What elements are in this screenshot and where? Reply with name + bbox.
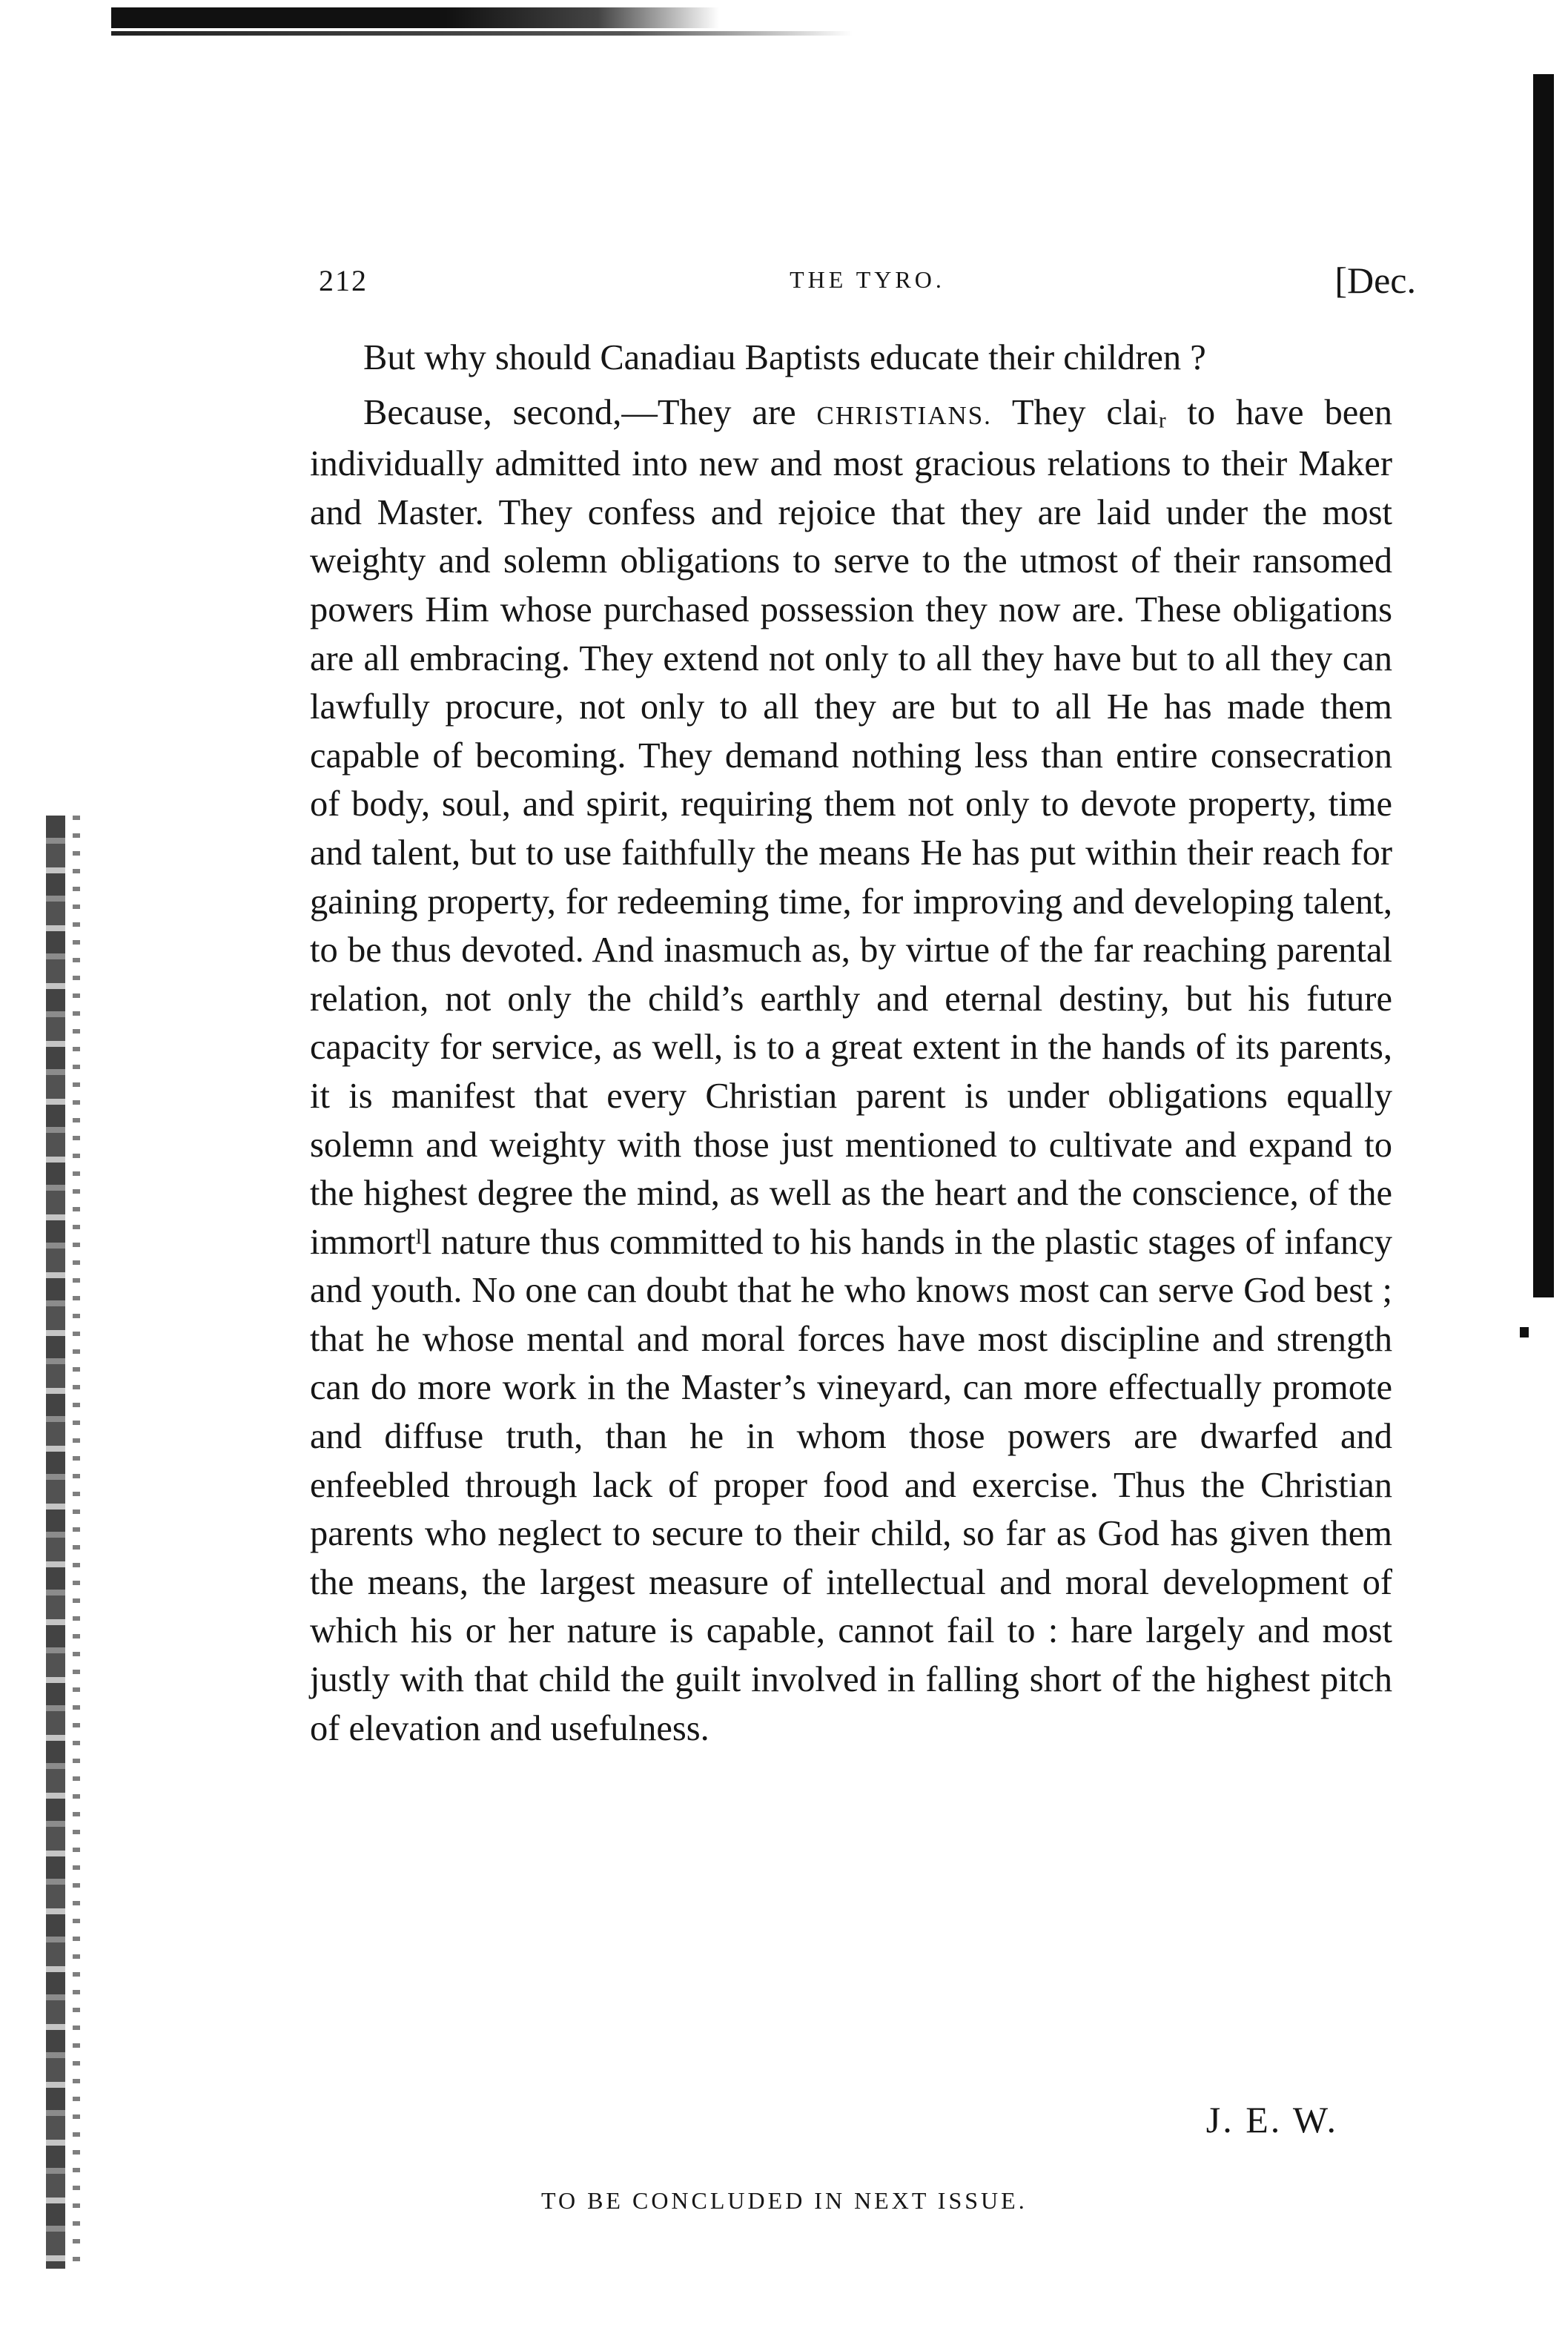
scan-top-rule-thin (111, 31, 853, 36)
article-paragraph (310, 388, 1392, 1753)
scan-right-edge-shadow (1533, 74, 1554, 1297)
article-question: But why should Canadiau Baptists educate their children ? (363, 338, 1206, 377)
author-signature: J. E. W. (1205, 2099, 1338, 2140)
paragraph-lead: Because, second,—They are (363, 392, 796, 432)
article-body (310, 334, 1392, 1753)
scan-left-edge-shadow (46, 816, 65, 2269)
scan-left-edge-bleed (73, 816, 80, 2269)
continuation-note: TO BE CONCLUDED IN NEXT ISSUE. (541, 2187, 1028, 2214)
scan-top-rule (111, 7, 719, 28)
issue-month: [Dec. (1334, 259, 1416, 301)
journal-title: THE TYRO. (790, 266, 945, 293)
paragraph-text: They claiᵣ to have been individually admitted into new and most gracious relations to their Maker and Master. They confess and rejoice that they are laid under the most weighty and solemn obligations to serve to the utmost of their ransomed powers Him whose purchased possession they now are. These obligations are all embracing. They extend not only to all they have but to all they can lawfully procure, not only to all they are but to all He has made them capable of becoming. They demand nothing less than entire consecration of body, soul, and spirit, requiring them not only to devote property, time and talent, but to use faithfully the means He has put within their reach for gaining property, for redeeming time, for improving and developing talent, to be thus devoted. And inasmuch as, by virtue of the far reaching parental relation, not only the child’s earthly and eternal destiny, but his future capacity for service, as well, is to a great extent in the hands of its parents, it is manifest that every Christian parent is under obligations equally solemn and weighty with those just mentioned to cultivate and expand to the highest degree the mind, as well as the heart and the conscience, of the immortˡl nature thus committed to his hands in the plastic stages of infancy and youth. No one can doubt that he who knows most can serve God best ; that he whose mental and moral forces have most discipline and strength can do more work in the Master’s vineyard, can more effectually promote and diffuse truth, than he in whom those powers are dwarfed and enfeebled through lack of proper food and exercise. Thus the Christian parents who neglect to secure to their child, so far as God has given them the means, the largest measure of intellectual and moral development of which his or her nature is capable, cannot fail to : hare largely and most justly with that child the guilt involved in falling short of the highest pitch of elevation and usefulness. (310, 392, 1393, 1748)
scan-speck (1520, 1327, 1529, 1337)
page-number: 212 (319, 264, 368, 297)
running-head (319, 259, 1416, 308)
emphasis-christians: CHRISTIANS. (816, 400, 992, 430)
